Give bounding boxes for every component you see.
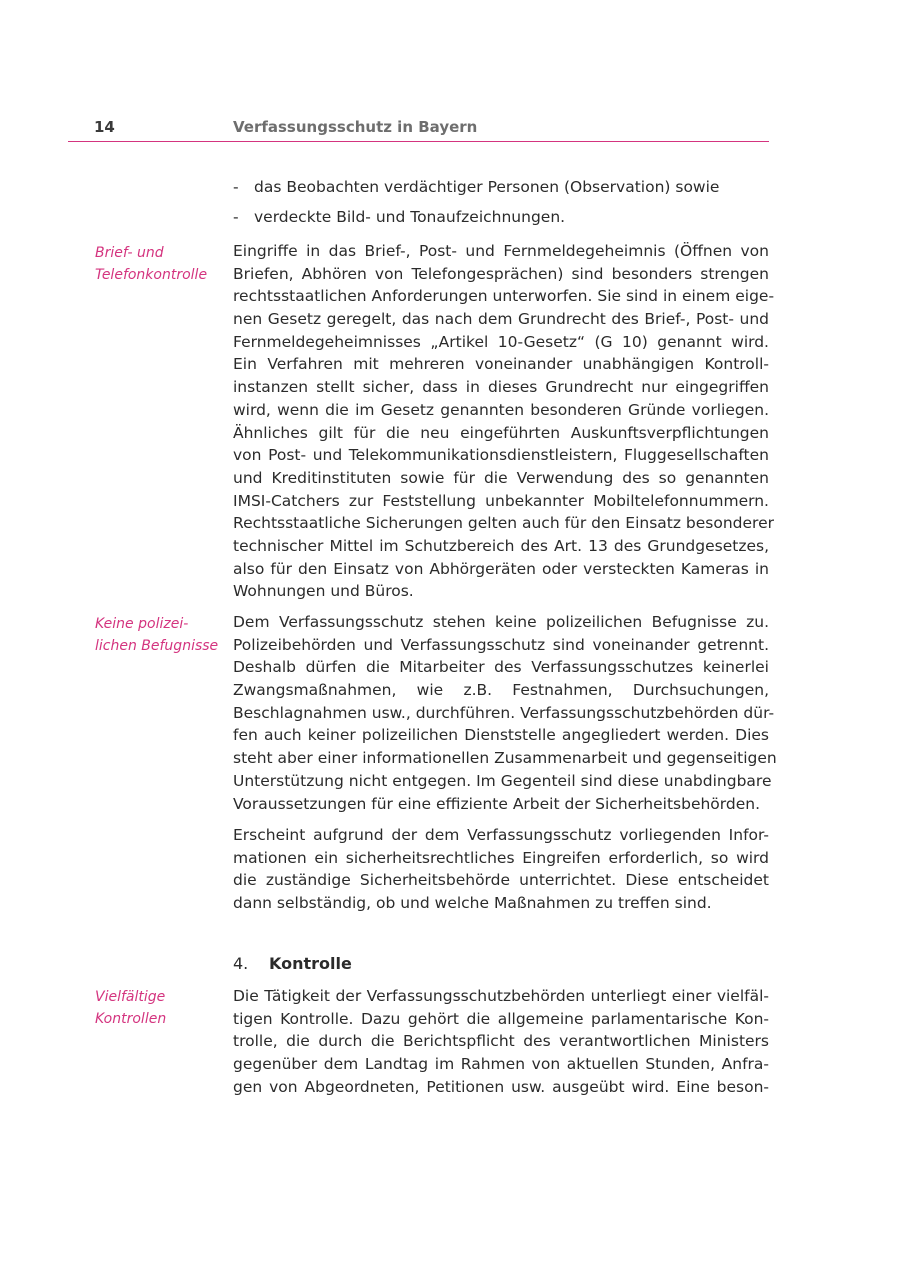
paragraph-polizei — [233, 611, 777, 815]
text-line: Voraussetzungen für eine effiziente Arbeit der Sicherheitsbehörden. — [233, 794, 761, 813]
text-line: Unterstützung nicht entgegen. Im Gegenteil sind diese unabdingbare — [233, 771, 772, 790]
text-line: nen Gesetz geregelt, das nach dem Grundrecht des Brief-, Post- und — [233, 310, 769, 329]
margin-note-line: Brief- und — [95, 245, 164, 261]
bullet-text: verdeckte Bild- und Tonaufzeichnungen. — [254, 208, 566, 226]
text-line: Rechtsstaatliche Sicherungen gelten auch für den Einsatz besonderer — [233, 514, 774, 533]
bullet-text: das Beobachten verdächtiger Personen (Observation) sowie — [254, 178, 720, 196]
bullet-dash: - — [233, 208, 239, 226]
text-line: rechtsstaatlichen Anforderungen unterworfen. Sie sind in einem eige- — [233, 287, 775, 306]
paragraph-brief-kontrolle — [233, 240, 775, 603]
text-line: Die Tätigkeit der Verfassungsschutzbehörden unterliegt einer vielfäl- — [233, 987, 769, 1005]
text-line: also für den Einsatz von Abhörgeräten oder versteckten Kameras in — [233, 559, 769, 578]
section-heading — [233, 952, 352, 976]
text-line: und Kreditinstituten sowie für die Verwendung des so genannten — [233, 468, 769, 487]
margin-note-brief — [95, 242, 225, 286]
text-line: Ein Verfahren mit mehreren voneinander unabhängigen Kontroll- — [233, 355, 769, 374]
section-number: 4. — [233, 954, 249, 973]
paragraph-sicherheitsbehoerde — [233, 824, 769, 915]
text-line: gen von Abgeordneten, Petitionen usw. ausgeübt wird. Eine beson- — [233, 1077, 769, 1096]
text-line: Ähnliches gilt für die neu eingeführten Auskunftsverpflichtungen — [233, 423, 769, 442]
text-line: mationen ein sicherheitsrechtliches Eingreifen erforderlich, so wird — [233, 848, 769, 867]
text-line: Deshalb dürfen die Mitarbeiter des Verfassungsschutzes keinerlei — [233, 658, 769, 677]
text-line: dann selbständig, ob und welche Maßnahmen zu treffen sind. — [233, 894, 712, 913]
text-line: Zwangsmaßnahmen, wie z.B. Festnahmen, Durchsuchungen, — [233, 681, 769, 700]
running-title: Verfassungsschutz in Bayern — [233, 118, 478, 136]
text-line: Wohnungen und Büros. — [233, 582, 414, 601]
bullet-dash: - — [233, 178, 239, 196]
text-line: steht aber einer informationellen Zusammenarbeit und gegenseitigen — [233, 749, 777, 768]
text-line: Erscheint aufgrund der dem Verfassungsschutz vorliegenden Infor- — [233, 826, 769, 844]
page-number: 14 — [94, 118, 115, 136]
margin-note-line: Kontrollen — [95, 1011, 167, 1027]
bullet-item — [233, 175, 773, 205]
text-line: Fernmeldegeheimnisses „Artikel 10-Gesetz“ (G 10) genannt wird. — [233, 332, 769, 351]
bullet-item — [233, 205, 773, 235]
margin-note-line: Vielfältige — [95, 989, 166, 1005]
text-line: trolle, die durch die Berichtspflicht des verantwortlichen Ministers — [233, 1032, 769, 1051]
margin-note-line: lichen Befugnisse — [95, 638, 219, 654]
margin-note-line: Telefonkontrolle — [95, 267, 208, 283]
page-header — [68, 116, 769, 142]
margin-note-polizei — [95, 613, 225, 657]
text-line: instanzen stellt sicher, dass in dieses Grundrecht nur eingegriffen — [233, 378, 769, 397]
header-rule — [68, 141, 769, 142]
text-line: tigen Kontrolle. Dazu gehört die allgemeine parlamentarische Kon- — [233, 1009, 769, 1028]
text-line: von Post- und Telekommunikationsdienstleistern, Fluggesellschaften — [233, 446, 769, 465]
text-line: Eingriffe in das Brief-, Post- und Fernmeldegeheimnis (Öffnen von — [233, 242, 769, 260]
text-line: IMSI-Catchers zur Feststellung unbekannter Mobiltelefonnummern. — [233, 491, 769, 510]
section-title: Kontrolle — [269, 954, 352, 973]
text-line: Beschlagnahmen usw., durchführen. Verfassungsschutzbehörden dür- — [233, 703, 775, 722]
paragraph-kontrolle — [233, 985, 769, 1098]
text-line: wird, wenn die im Gesetz genannten besonderen Gründe vorliegen. — [233, 400, 769, 419]
text-line: Dem Verfassungsschutz stehen keine polizeilichen Befugnisse zu. — [233, 613, 769, 631]
text-line: gegenüber dem Landtag im Rahmen von aktuellen Stunden, Anfra- — [233, 1055, 769, 1074]
bullet-list — [233, 175, 773, 235]
text-line: technischer Mittel im Schutzbereich des Art. 13 des Grundgesetzes, — [233, 536, 769, 555]
text-line: Briefen, Abhören von Telefongesprächen) sind besonders strengen — [233, 264, 769, 283]
margin-note-line: Keine polizei- — [95, 616, 189, 632]
margin-note-kontrollen — [95, 986, 225, 1030]
text-line: Polizeibehörden und Verfassungsschutz sind voneinander getrennt. — [233, 635, 769, 654]
text-line: fen auch keiner polizeilichen Dienststelle angegliedert werden. Dies — [233, 726, 769, 745]
text-line: die zuständige Sicherheitsbehörde unterrichtet. Diese entscheidet — [233, 871, 769, 890]
